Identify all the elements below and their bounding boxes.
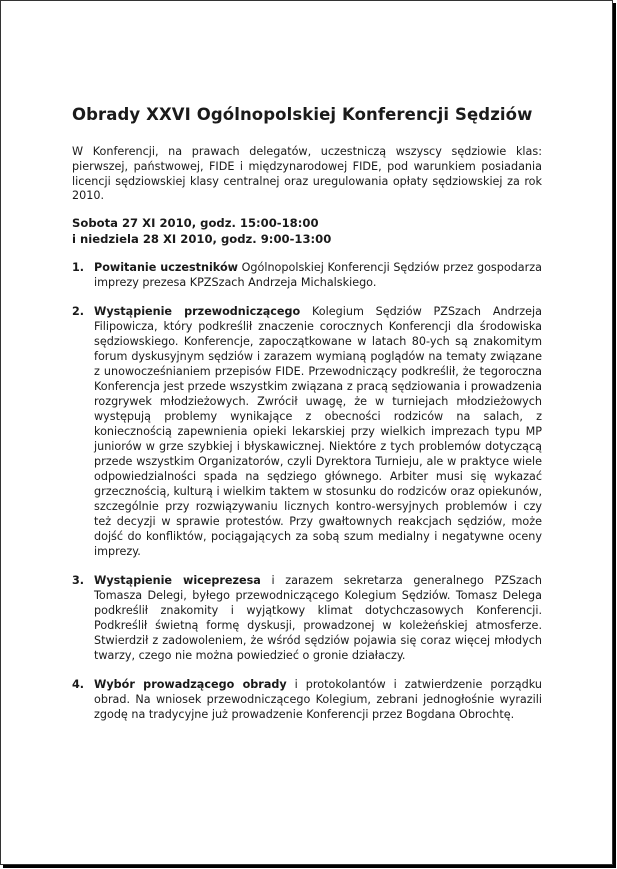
agenda-item-text: Ogólnopolskiej Konferencji Sędziów przez gospodarza imprezy prezesa KPZSzach Andrzeja Michalskiego.	[94, 261, 542, 290]
agenda-item-number: 2.	[72, 305, 85, 319]
document-body	[72, 105, 542, 722]
agenda-item-number: 4.	[72, 678, 85, 692]
agenda-item-number: 3.	[72, 574, 85, 588]
agenda-item-number: 1.	[72, 261, 85, 275]
agenda-item-1	[72, 260, 542, 290]
agenda-item-lead: Powitanie uczestników	[94, 261, 238, 275]
agenda-item-lead: Wybór prowadzącego obrady	[94, 678, 287, 692]
agenda-item-lead: Wystąpienie przewodniczącego	[94, 305, 301, 319]
document-title: Obrady XXVI Ogólnopolskiej Konferencji Sędziów	[72, 105, 533, 124]
agenda-item-3	[72, 573, 542, 663]
agenda-item-text: i protokolantów i zatwierdzenie porządku obrad. Na wniosek przewodniczącego Kolegium, zebrani jednogłośnie wyrazili zgodę na tradycyjne już prowadzenie Konferencji przez Bogdana Obrochtę.	[94, 678, 542, 722]
agenda-item-text: i zarazem sekretarza generalnego PZSzach Tomasza Delegi, byłego przewodniczącego Kolegium Sędziów. Tomasz Delega podkreślił znakomity i wyjątkowy klimat dotychczasowych Konferencji. Podkreślił świetną formę dyskusji, prowadzonej w koleżeńskiej atmosferze. Stwierdził z zadowoleniem, że wśród sędziów pojawia się coraz więcej młodych twarzy, czego nie można powiedzieć o gronie działaczy.	[94, 574, 542, 663]
agenda-item-4	[72, 677, 542, 722]
date-line-sunday: i niedziela 28 XI 2010, godz. 9:00-13:00	[72, 231, 332, 246]
agenda-item-lead: Wystąpienie wiceprezesa	[94, 574, 261, 588]
agenda-item-2	[72, 304, 542, 559]
agenda-item-text: Kolegium Sędziów PZSzach Andrzeja Filipowicza, który podkreślił znaczenie corocznych Konferencji dla środowiska sędziowskiego. Konferencje, zapoczątkowane w latach 80-ych są znakomitym forum dyskusyjnym sędziów i zarazem wymianą poglądów na tematy związane z unowocześnianiem przepisów FIDE. Przewodniczący podkreślił, że tegoroczna Konferencja jest przede wszystkim związana z pracą sędziowania i prowadzenia rozgrywek młodzieżowych. Zwrócił uwagę, że w turniejach młodzieżowych występują problemy wynikające z obecności rodziców na salach, z koniecznością zapewnienia opieki lekarskiej przy wielkich imprezach typu MP juniorów w grze szybkiej i błyskawicznej. Niektóre z tych problemów dotyczącą przede wszystkim Organizatorów, czyli Dyrektora Turnieju, ale w praktyce wiele odpowiedzialności spada na sędziego głównego. Arbiter musi się wykazać grzecznością, kulturą i wielkim taktem w stosunku do rodziców oraz opiekunów, szczególnie przy rozwiązywaniu licznych kontro-wersyjnych problemów i czy też decyzji w sprawie protestów. Przy gwałtownych reakcjach sędziów, może dojść do konfliktów, pociągających za sobą szum medialny i negatywne oceny imprezy.	[94, 305, 542, 559]
date-line-saturday: Sobota 27 XI 2010, godz. 15:00-18:00	[72, 216, 319, 231]
agenda-list	[72, 260, 542, 722]
session-dates	[72, 216, 542, 247]
intro-paragraph: W Konferencji, na prawach delegatów, uczestniczą wszyscy sędziowie klas: pierwszej, państwowej, FIDE i międzynarodowej FIDE, pod warunkiem posiadania licencji sędziowskiej klasy centralnej oraz uregulowania opłaty sędziowskiej za rok 2010.	[72, 145, 542, 203]
